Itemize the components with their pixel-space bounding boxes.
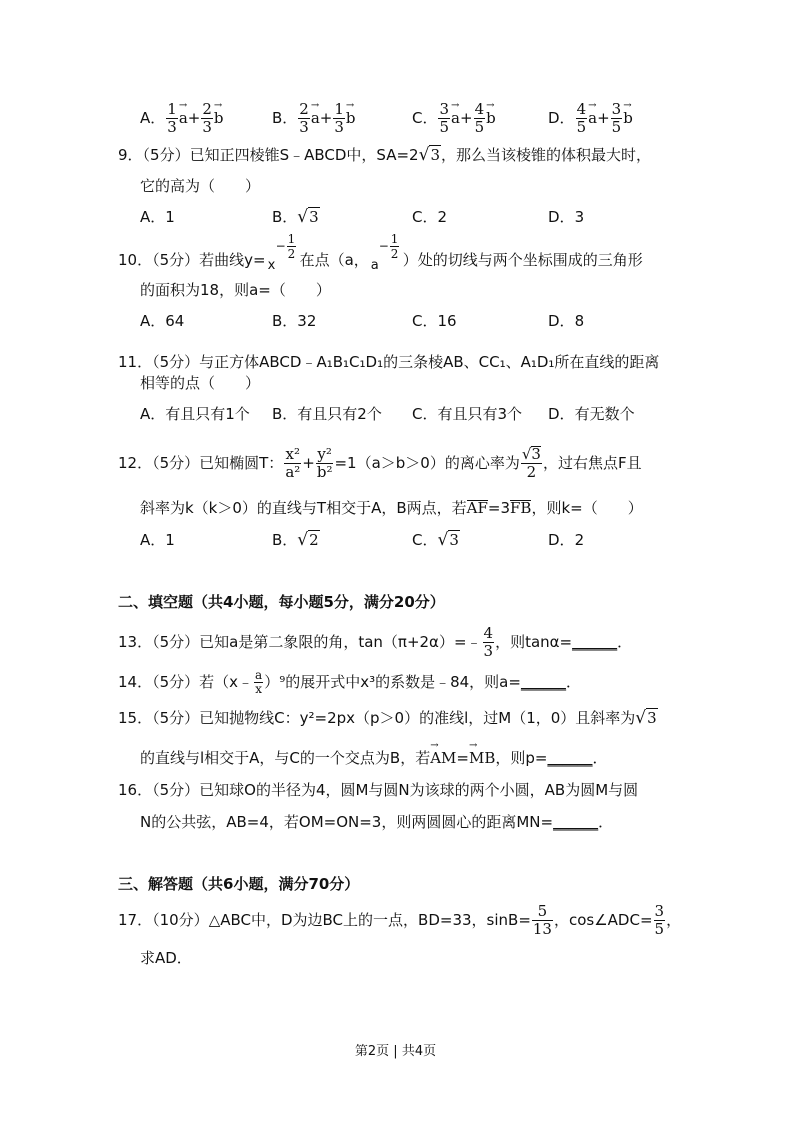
question-text: 已知a是第二象限的角，tan（π+2α）=﹣ [199,633,482,651]
question-text: 已知椭圆T： [199,454,284,472]
question-text: N的公共弦，AB=4，若OM=ON=3，则两圆圆心的距离MN= [140,813,554,831]
option-b [272,402,382,426]
fraction [576,101,588,136]
numerator: 3 [439,100,450,118]
vector-a: → a [588,106,597,130]
question-text: ，则p= [495,749,548,767]
vector-af: AF [466,499,488,517]
question-text: ，则k=（ ） [531,499,643,517]
fraction [166,101,178,136]
option-a [140,205,175,229]
question-14 [118,666,581,698]
sqrt: √2 [297,530,319,550]
numerator: 1 [334,100,344,118]
option-value: 有无数个 [574,405,635,423]
option-label: A． [140,312,166,330]
vector-a: → a [451,106,460,130]
vector-b: → b [623,106,633,130]
option-label: A． [140,109,166,127]
question-score: （5分） [152,781,200,799]
question-number: 10． [118,251,153,269]
q8-option-c [412,101,496,136]
plus: + [597,109,610,127]
question-text: 求AD． [140,949,192,967]
question-text: 的面积为18，则a=（ ） [140,281,331,299]
denominator: 3 [167,118,177,136]
period: ． [617,633,633,651]
question-number: 17． [118,911,153,929]
option-value: 1 [165,531,175,549]
option-b [272,528,320,552]
power-a [369,232,403,273]
answer-blank[interactable]: ______ [547,749,593,767]
fraction [438,101,450,136]
plus: + [459,109,473,127]
denominator: b² [316,463,333,481]
option-label: C． [412,208,438,226]
question-number: 15． [118,709,153,727]
option-c [412,528,460,552]
option-label: B． [272,405,298,423]
exponent-fraction [390,232,400,261]
question-number: 14． [118,673,153,691]
option-label: B． [272,109,298,127]
sqrt: √3 [635,708,657,728]
q8-option-a [140,101,224,136]
option-label: D． [548,109,575,127]
question-score: （5分） [152,673,200,691]
fraction [201,101,213,136]
radicand: 3 [430,146,440,164]
denominator: 5 [611,118,622,136]
question-text: 斜率为k（k＞0）的直线与T相交于A，B两点，若 [140,499,467,517]
plus: + [187,109,201,127]
radicand: 2 [309,531,319,549]
vector-a: → a [179,106,188,130]
option-label: C． [412,312,438,330]
denominator: 3 [334,118,344,136]
fraction [521,446,542,481]
period: ． [565,673,581,691]
question-text: 已知正四棱锥S﹣ABCD中，SA=2 [189,146,419,164]
fraction [532,903,553,938]
option-label: A． [140,208,166,226]
option-value: 3 [574,208,585,226]
question-10 [118,232,643,273]
question-12-line2 [140,496,643,520]
option-label: A． [140,405,166,423]
option-value: 有且只有1个 [165,405,250,423]
option-label: B． [272,531,298,549]
numerator: 1 [167,100,177,118]
question-score: （5分） [152,454,200,472]
page-footer: 第2页 | 共4页 [354,1044,437,1059]
vector-b: → b [214,106,224,130]
denominator: 5 [474,118,485,136]
question-number: 11． [118,353,153,371]
fraction [333,101,345,136]
option-value: 16 [437,312,457,330]
denominator: 3 [202,118,212,136]
question-text: ，那么当该棱锥的体积最大时， [441,146,652,164]
fraction [474,101,486,136]
denominator: 3 [299,118,309,136]
exponent-fraction [287,232,297,261]
plus: + [302,454,315,472]
sqrt: √3 [297,207,319,227]
denominator: a² [285,463,301,481]
option-label: D． [548,531,575,549]
fraction [654,903,666,938]
numerator: √3 [521,445,541,463]
option-a [140,402,250,426]
option-label: A． [140,531,166,549]
denominator: 2 [526,463,537,481]
option-label: C． [412,531,438,549]
denominator: x [255,682,262,696]
denominator: 3 [483,642,494,660]
base: x [267,258,276,273]
question-score: （5分） [152,251,200,269]
numerator: 1 [390,232,399,246]
question-text: 已知抛物线C：y²=2px（p＞0）的准线l，过M（1，0）且斜率为 [199,709,636,727]
numerator: 2 [202,100,212,118]
question-12 [118,445,642,481]
question-17 [118,903,681,937]
equals: = [456,749,469,767]
option-c [412,402,522,426]
option-value: 32 [297,312,317,330]
q12-options [0,528,791,552]
question-16 [118,778,638,802]
question-text: ，过右焦点F且 [542,454,642,472]
question-number: 16． [118,781,153,799]
option-a [140,309,184,333]
base: a [370,258,379,273]
question-score: （5分） [142,146,190,164]
question-text: =1（a＞b＞0）的离心率为 [334,454,520,472]
period: ． [592,749,608,767]
question-text: 与正方体ABCD﹣A₁B₁C₁D₁的三条棱AB、CC₁、A₁D₁所在直线的距离 [199,353,660,371]
question-score: （5分） [152,353,200,371]
denominator: 5 [654,920,665,938]
answer-blank[interactable]: ______ [572,633,618,651]
option-d [548,309,584,333]
question-text: ， [666,911,682,929]
option-value: 2 [437,208,448,226]
option-c [412,205,447,229]
fraction [611,101,623,136]
question-9 [118,143,651,167]
option-label: D． [548,208,575,226]
numerator: 2 [299,100,309,118]
option-a [140,528,175,552]
minus: − [275,239,286,253]
vector-b: → b [346,106,356,130]
denominator: 5 [439,118,450,136]
q11-options [0,402,791,426]
option-value: 2 [574,531,585,549]
question-text: 已知球O的半径为4，圆M与圆N为该球的两个小圆，AB为圆M与圆 [199,781,639,799]
fraction [316,446,334,481]
denominator: 13 [532,920,552,938]
vector-fb: FB [510,499,532,517]
denominator: 2 [390,247,399,261]
numerator: 5 [532,903,553,921]
option-value: 有且只有2个 [297,405,382,423]
question-text: 若曲线y= [199,251,266,269]
sqrt: √3 [437,530,459,550]
numerator: 1 [287,232,296,246]
question-score: （5分） [152,709,200,727]
radicand: 3 [449,531,459,549]
vector-mb: → MB [469,746,495,770]
question-text: 它的高为（ ） [140,177,261,195]
question-text: 在点（a， [299,251,369,269]
option-d [548,528,584,552]
numerator: 4 [576,100,587,118]
option-value: 有且只有3个 [437,405,523,423]
option-label: D． [548,312,575,330]
fraction [298,101,310,136]
q9-options [0,205,791,229]
question-15-line2 [140,746,607,770]
question-text: 相等的点（ ） [140,374,261,392]
numerator: 3 [611,100,622,118]
option-c [412,309,457,333]
question-text: ）⁹的展开式中x³的系数是﹣84，则a= [264,673,521,691]
radicand: 3 [647,709,657,727]
q8-option-b [272,101,356,136]
option-label: B． [272,208,298,226]
numerator: a [255,668,263,682]
q8-option-d [548,101,633,136]
numerator: y² [317,445,332,463]
numerator: 4 [474,100,485,118]
option-label: B． [272,312,298,330]
option-value: 1 [165,208,175,226]
question-text: ，则tanα= [495,633,573,651]
question-text: △ABC中，D为边BC上的一点，BD=33，sinB= [208,911,531,929]
question-text: =3 [487,499,511,517]
option-b [272,205,320,229]
question-score: （10分） [152,911,209,929]
numerator: x² [285,445,301,463]
vector-am: → AM [430,746,456,770]
denominator: 2 [287,247,296,261]
option-label: D． [548,405,575,423]
minus: − [378,239,389,253]
question-text: ）处的切线与两个坐标围成的三角形 [402,251,643,269]
numerator: 3 [654,902,665,920]
question-text: 的直线与l相交于A，与C的一个交点为B，若 [140,749,431,767]
section-heading: 二、填空题（共4小题，每小题5分，满分20分） [118,593,445,611]
question-score: （5分） [152,633,200,651]
fraction [284,446,301,481]
option-d [548,402,635,426]
answer-blank[interactable]: ______ [520,673,566,691]
radicand: 3 [531,445,541,463]
answer-blank[interactable]: ______ [553,813,599,831]
q10-options [0,309,791,333]
option-label: C． [412,405,438,423]
option-label: C． [412,109,438,127]
vector-a: → a [311,106,320,130]
option-value: 64 [165,312,185,330]
question-16-line2 [140,810,613,834]
question-text: ，cos∠ADC= [553,911,653,929]
sqrt: √3 [418,145,440,165]
q8-options [0,100,791,136]
period: ． [598,813,614,831]
fraction [254,669,263,696]
question-13 [118,624,633,660]
option-d [548,205,584,229]
question-number: 9． [118,146,143,164]
numerator: 4 [483,624,494,642]
option-value: 8 [574,312,585,330]
question-number: 13． [118,633,153,651]
power-x [266,232,300,273]
denominator: 5 [576,118,587,136]
question-number: 12． [118,454,153,472]
plus: + [319,109,333,127]
section-heading: 三、解答题（共6小题，满分70分） [118,875,360,893]
question-15 [118,706,658,730]
option-b [272,309,316,333]
question-text: 若（x﹣ [199,673,254,691]
vector-b: → b [486,106,496,130]
radicand: 3 [309,208,319,226]
fraction [483,625,495,660]
